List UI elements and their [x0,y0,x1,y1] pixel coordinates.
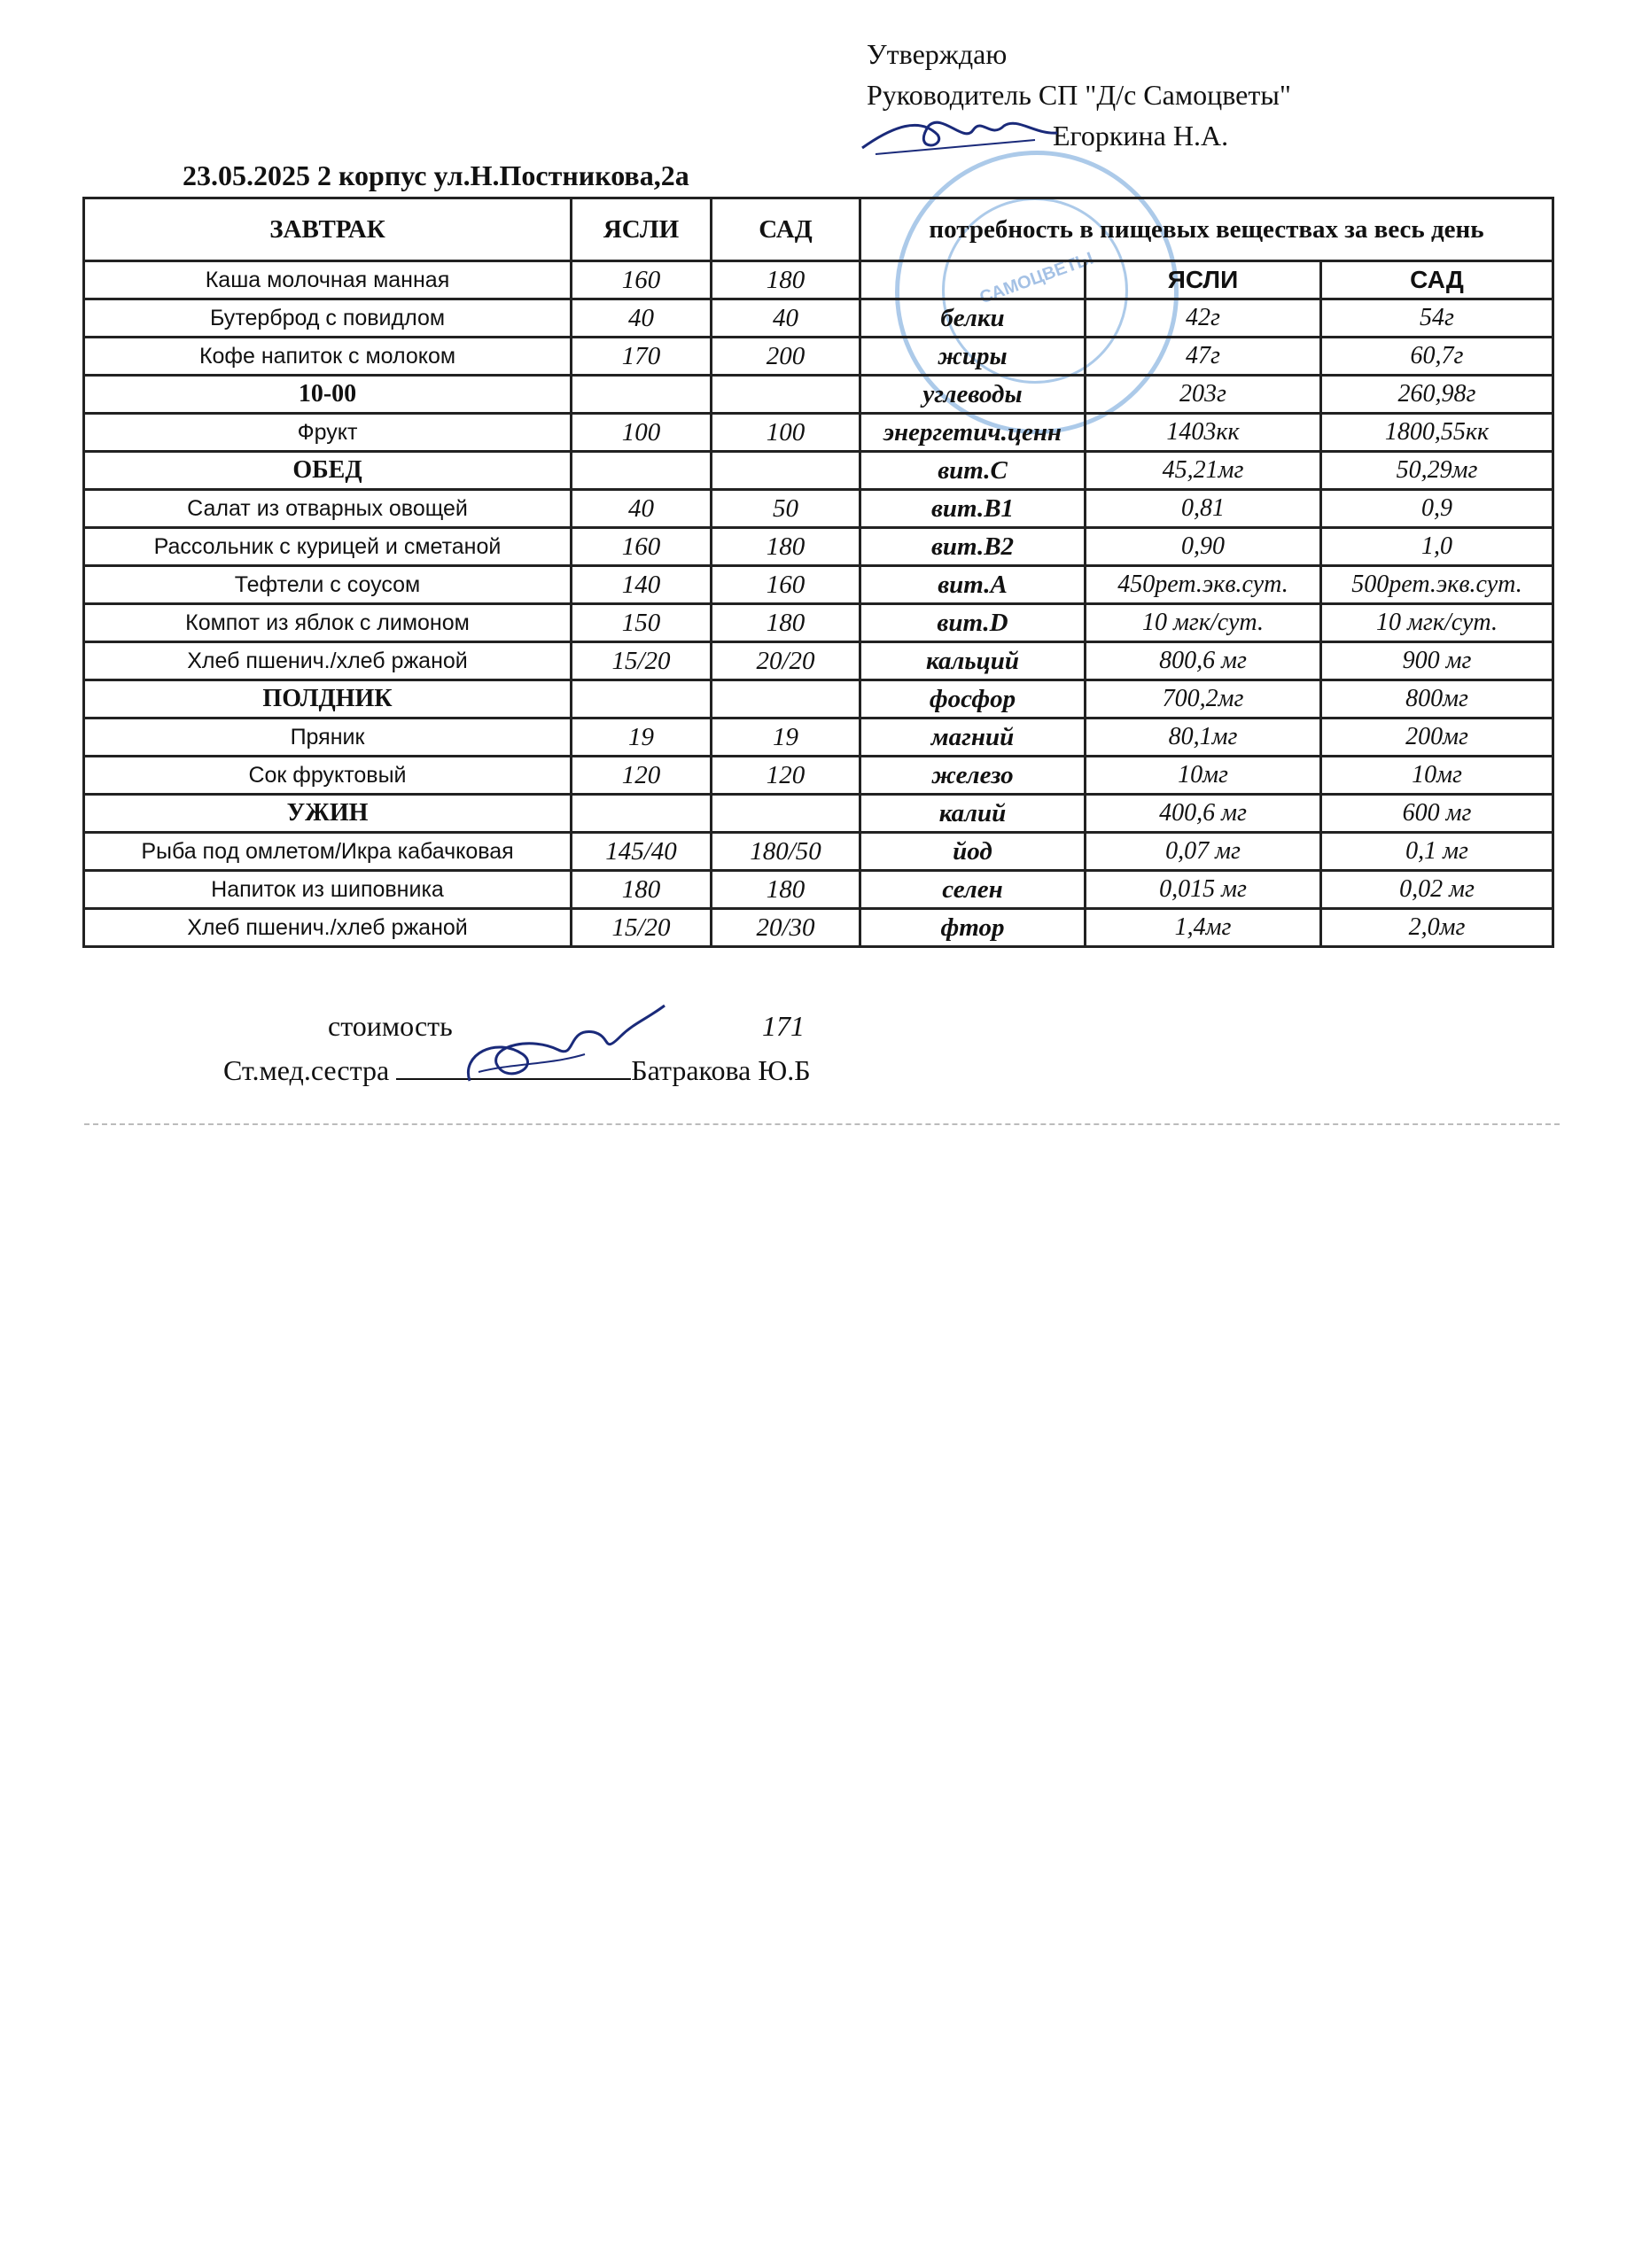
nursery-portion [572,376,712,414]
garden-portion: 20/30 [712,909,860,947]
dish-name: Салат из отварных овощей [84,490,572,528]
garden-portion [712,680,860,718]
nursery-portion: 40 [572,299,712,338]
header-needs: потребность в пищевых веществах за весь день [860,198,1553,261]
table-row [84,871,1553,909]
dish-name: Пряник [84,718,572,757]
nutrient-nursery-value: 1403кк [1086,414,1321,452]
dish-name: Сок фруктовый [84,757,572,795]
nutrient-nursery-value: 800,6 мг [1086,642,1321,680]
table-row [84,566,1553,604]
table-row [84,718,1553,757]
nutrient-garden-value: 10 мгк/сут. [1321,604,1553,642]
garden-portion [712,452,860,490]
table-row [84,604,1553,642]
garden-portion: 180 [712,604,860,642]
nutrient-garden-value: 2,0мг [1321,909,1553,947]
garden-portion: 100 [712,414,860,452]
table-row [84,414,1553,452]
nurse-signature [443,1001,673,1099]
table-row [84,528,1553,566]
nursery-portion: 160 [572,261,712,299]
nutrient-name: углеводы [860,376,1086,414]
nutrient-nursery-value: 1,4мг [1086,909,1321,947]
dish-name: Рыба под омлетом/Икра кабачковая [84,833,572,871]
garden-portion: 180 [712,528,860,566]
nursery-portion: 100 [572,414,712,452]
nutrient-garden-value: 260,98г [1321,376,1553,414]
dish-name: Кофе напиток с молоком [84,338,572,376]
approval-name: Егоркина Н.А. [1053,120,1229,151]
dish-name: ПОЛДНИК [84,680,572,718]
dish-name: Каша молочная манная [84,261,572,299]
stamp-text: САМОЦВЕТЫ [977,248,1096,308]
nutrient-nursery-value: 0,015 мг [1086,871,1321,909]
nutrient-nursery-value: 700,2мг [1086,680,1321,718]
dish-name: Бутерброд с повидлом [84,299,572,338]
nurse-name: Батракова Ю.Б [631,1054,811,1086]
header-nursery: ЯСЛИ [572,198,712,261]
dish-name: 10-00 [84,376,572,414]
table-row [84,376,1553,414]
garden-portion: 180 [712,261,860,299]
nursery-portion: 180 [572,871,712,909]
approval-position: Руководитель СП "Д/с Самоцветы" [867,79,1291,111]
nursery-portion: 160 [572,528,712,566]
header-garden: САД [712,198,860,261]
garden-portion [712,376,860,414]
header-meal: ЗАВТРАК [84,198,572,261]
nutrient-garden-value: 500рет.экв.сут. [1321,566,1553,604]
nutrient-garden-value: 54г [1321,299,1553,338]
nutrient-garden-value: 0,9 [1321,490,1553,528]
garden-portion: 50 [712,490,860,528]
nutrient-name: калий [860,795,1086,833]
nutrient-garden-value: 0,02 мг [1321,871,1553,909]
nutrient-name: фосфор [860,680,1086,718]
nursery-portion: 15/20 [572,642,712,680]
nursery-portion [572,452,712,490]
nursery-portion: 140 [572,566,712,604]
nutrient-name: йод [860,833,1086,871]
nutrient-nursery-value: 400,6 мг [1086,795,1321,833]
nutrient-garden-value: 600 мг [1321,795,1553,833]
table-row [84,261,1553,299]
nutrient-nursery-value: 450рет.экв.сут. [1086,566,1321,604]
nutrient-name: энергетич.ценн [860,414,1086,452]
nutrient-name: вит.С [860,452,1086,490]
table-header-row [84,198,1553,261]
nutrient-nursery-value: 0,90 [1086,528,1321,566]
nutrient-nursery-value: 10мг [1086,757,1321,795]
nutrient-name: белки [860,299,1086,338]
subheader-nursery: ЯСЛИ [1086,261,1321,299]
nutrient-name: селен [860,871,1086,909]
nutrient-garden-value: 0,1 мг [1321,833,1553,871]
nutrient-garden-value: 1800,55кк [1321,414,1553,452]
nursery-portion: 19 [572,718,712,757]
dish-name: Компот из яблок с лимоном [84,604,572,642]
table-row [84,490,1553,528]
nutrient-name: железо [860,757,1086,795]
dish-name: Рассольник с курицей и сметаной [84,528,572,566]
nutrient-name: вит.D [860,604,1086,642]
nutrient-name: кальций [860,642,1086,680]
dish-name: ОБЕД [84,452,572,490]
nutrient-nursery-value: 0,81 [1086,490,1321,528]
cost-label: стоимость [328,1010,453,1042]
nutrient-garden-value: 200мг [1321,718,1553,757]
garden-portion [712,795,860,833]
nursery-portion: 120 [572,757,712,795]
nursery-portion: 15/20 [572,909,712,947]
garden-portion: 20/20 [712,642,860,680]
menu-table [82,197,1554,948]
nutrient-name: жиры [860,338,1086,376]
garden-portion: 120 [712,757,860,795]
table-row [84,757,1553,795]
approval-title: Утверждаю [867,38,1008,70]
nutrient-blank [860,261,1086,299]
table-row [84,299,1553,338]
table-row [84,680,1553,718]
table-row [84,795,1553,833]
nutrient-garden-value: 800мг [1321,680,1553,718]
nutrient-name: фтор [860,909,1086,947]
nursery-portion: 150 [572,604,712,642]
nurse-label: Ст.мед.сестра [223,1054,390,1086]
table-row [84,452,1553,490]
nutrient-name: вит.А [860,566,1086,604]
nursery-portion: 145/40 [572,833,712,871]
nutrient-nursery-value: 203г [1086,376,1321,414]
nursery-portion [572,795,712,833]
nursery-portion: 40 [572,490,712,528]
nutrient-nursery-value: 45,21мг [1086,452,1321,490]
nutrient-nursery-value: 10 мгк/сут. [1086,604,1321,642]
nutrient-garden-value: 10мг [1321,757,1553,795]
nutrient-name: вит.В1 [860,490,1086,528]
dish-name: Напиток из шиповника [84,871,572,909]
nursery-portion: 170 [572,338,712,376]
nutrient-name: вит.В2 [860,528,1086,566]
nutrient-garden-value: 60,7г [1321,338,1553,376]
dish-name: Фрукт [84,414,572,452]
nutrient-garden-value: 1,0 [1321,528,1553,566]
dish-name: Хлеб пшенич./хлеб ржаной [84,909,572,947]
garden-portion: 19 [712,718,860,757]
scan-artifact-line [84,1123,1560,1125]
garden-portion: 40 [712,299,860,338]
table-row [84,642,1553,680]
garden-portion: 180/50 [712,833,860,871]
nutrient-nursery-value: 42г [1086,299,1321,338]
document-title: 23.05.2025 2 корпус ул.Н.Постникова,2а [183,159,689,191]
nursery-portion [572,680,712,718]
subheader-garden: САД [1321,261,1553,299]
dish-name: Хлеб пшенич./хлеб ржаной [84,642,572,680]
table-row [84,909,1553,947]
cost-value: 171 [762,1010,805,1042]
nutrient-nursery-value: 47г [1086,338,1321,376]
nutrient-garden-value: 900 мг [1321,642,1553,680]
garden-portion: 200 [712,338,860,376]
nutrient-name: магний [860,718,1086,757]
dish-name: УЖИН [84,795,572,833]
nutrient-garden-value: 50,29мг [1321,452,1553,490]
garden-portion: 160 [712,566,860,604]
nutrient-nursery-value: 0,07 мг [1086,833,1321,871]
table-row [84,338,1553,376]
table-row [84,833,1553,871]
nutrient-nursery-value: 80,1мг [1086,718,1321,757]
garden-portion: 180 [712,871,860,909]
dish-name: Тефтели с соусом [84,566,572,604]
